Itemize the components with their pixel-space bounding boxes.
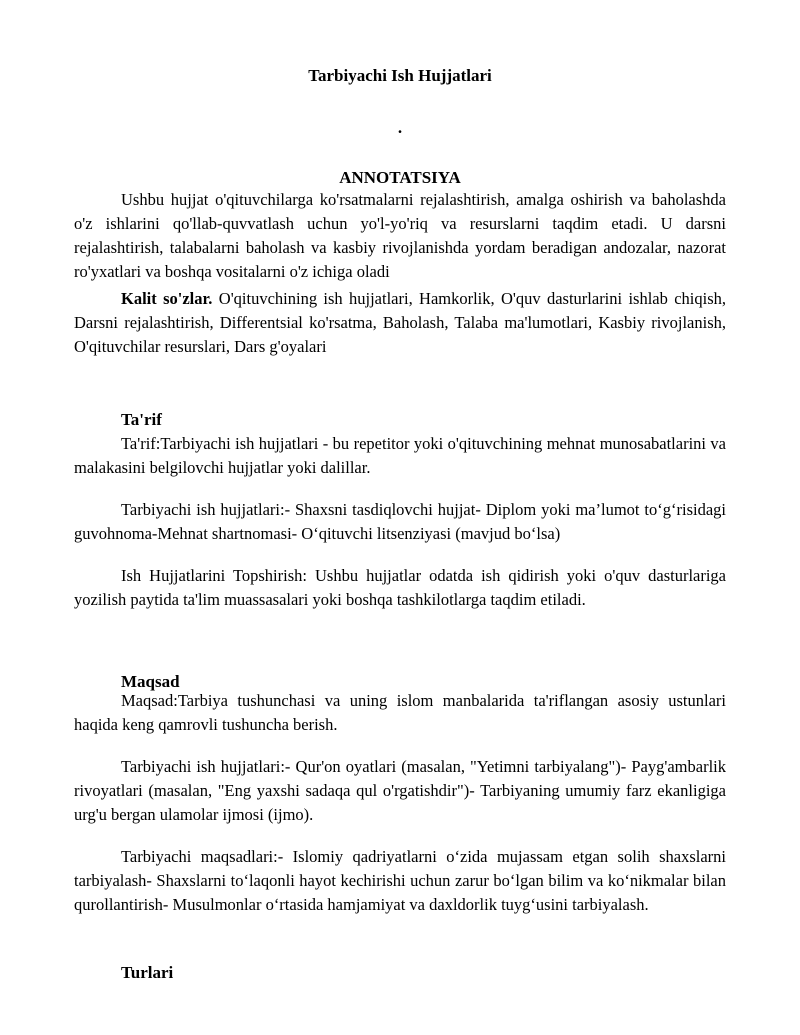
document-title: Tarbiyachi Ish Hujjatlari: [308, 66, 492, 85]
keywords-label: Kalit so'zlar.: [121, 289, 213, 308]
keywords-text: O'qituvchining ish hujjatlari, Hamkorlik, O'quv dasturlarini ishlab chiqish, Darsni rejalashtirish, Differentsial ko'rsatma, Baholash, Talaba ma'lumotlari, Kasbiy rivojlanish, O'qituvchilar resurslari, Dars g'oyalari: [74, 289, 726, 356]
maqsad-paragraph-2: Tarbiyachi ish hujjatlari:- Qur'on oyatlari (masalan, "Yetimni tarbiyalang")- Payg'ambarlik rivoyatlari (masalan, "Eng yaxshi sadaqa qul o'rgatishdir")- Tarbiyaning umumiy farz ekanligiga urg'u bergan ulamolar ijmosi (ijmo).: [74, 757, 726, 824]
section-heading-tarif: Ta'rif: [121, 410, 162, 429]
maqsad-paragraph-1: Maqsad:Tarbiya tushunchasi va uning islom manbalarida ta'riflangan asosiy ustunlari haqida keng qamrovli tushuncha berish.: [74, 691, 726, 734]
separator-dot: .: [397, 118, 403, 137]
section-heading-turlari: Turlari: [121, 963, 174, 982]
tarif-paragraph-1: Ta'rif:Tarbiyachi ish hujjatlari - bu repetitor yoki o'qituvchining mehnat munosabatlarini va malakasini belgilovchi hujjatlar yoki dalillar.: [74, 434, 726, 477]
keywords-paragraph: [74, 287, 726, 359]
maqsad-paragraph-3: Tarbiyachi maqsadlari:- Islomiy qadriyatlarni o‘zida mujassam etgan solih shaxslarni tarbiyalash- Shaxslarni to‘laqonli hayot kechirishi uchun zarur bo‘lgan bilim va ko‘nikmalar bilan qurollantirish- Musulmonlar o‘rtasida hamjamiyat va daxldorlik tuyg‘usini tarbiyalash.: [74, 847, 726, 914]
tarif-paragraph-2: Tarbiyachi ish hujjatlari:- Shaxsni tasdiqlovchi hujjat- Diplom yoki ma’lumot to‘g‘risidagi guvohnoma-Mehnat shartnomasi- O‘qituvchi litsenziyasi (mavjud bo‘lsa): [74, 500, 726, 543]
section-heading-maqsad: Maqsad: [121, 672, 180, 691]
tarif-paragraph-3: Ish Hujjatlarini Topshirish: Ushbu hujjatlar odatda ish qidirish yoki o'quv dasturlariga yozilish paytida ta'lim muassasalari yoki boshqa tashkilotlarga taqdim etiladi.: [74, 566, 726, 609]
annotation-heading: ANNOTATSIYA: [339, 168, 461, 187]
annotation-paragraph: Ushbu hujjat o'qituvchilarga ko'rsatmalarni rejalashtirish, amalga oshirish va baholashda o'z ishlarini qo'llab-quvvatlash uchun yo'l-yo'riq va resurslarni taqdim etadi. U darsni rejalashtirish, talabalarni baholash va kasbiy rivojlanishda yordam beradigan andozalar, nazorat ro'yxatlari va boshqa vositalarni o'z ichiga oladi: [74, 190, 726, 281]
